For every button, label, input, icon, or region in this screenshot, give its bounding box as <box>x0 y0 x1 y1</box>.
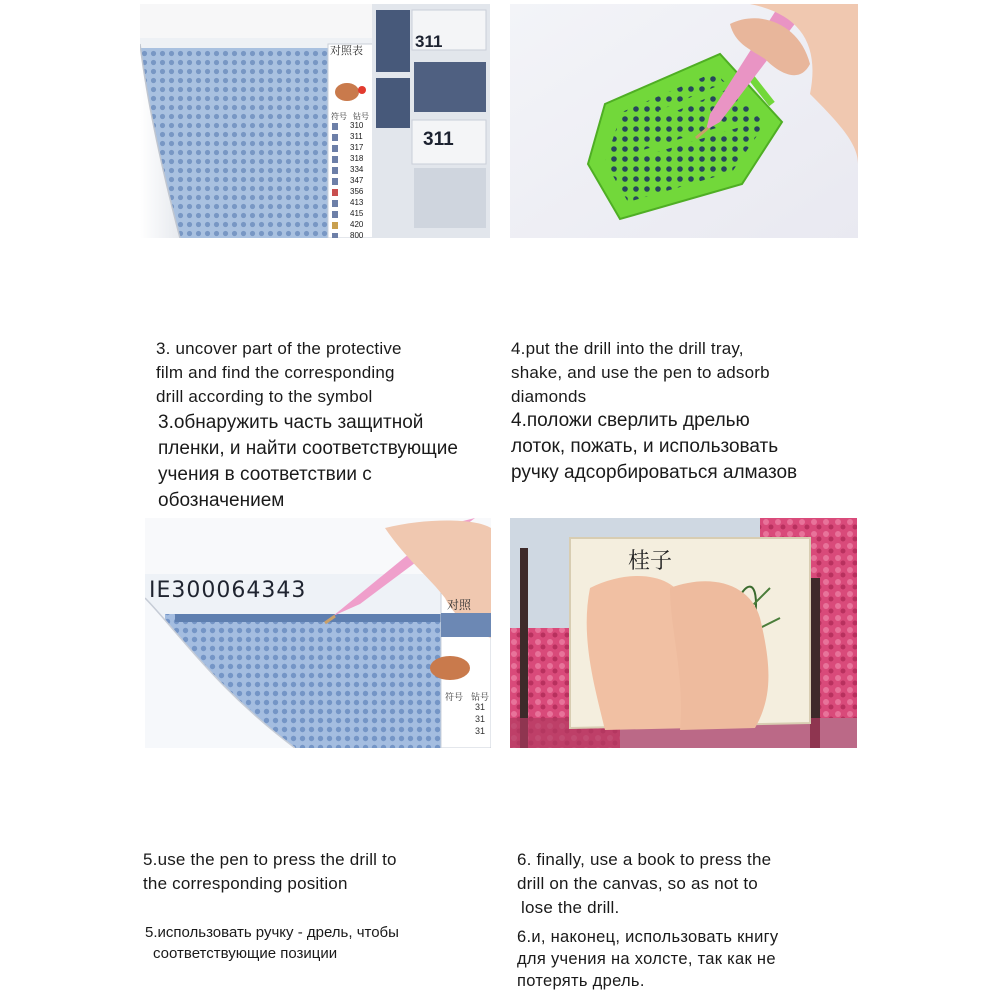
legend-codes <box>332 121 376 238</box>
legend-code: 356 <box>350 187 364 196</box>
text-line: 3. uncover part of the protective <box>156 339 402 358</box>
legend-code: 334 <box>350 165 364 174</box>
step-4-english <box>511 337 770 409</box>
text-line: diamonds <box>511 387 587 406</box>
legend-code: 310 <box>350 121 364 130</box>
step-3-english <box>156 337 402 409</box>
step-5-english <box>143 848 397 896</box>
text-line: обозначением <box>158 490 285 511</box>
text-line: 3.обнаружить часть защитной <box>158 412 424 433</box>
text-line: 5.use the pen to press the drill to <box>143 850 397 869</box>
text-line: 4.put the drill into the drill tray, <box>511 339 744 358</box>
text-line: 5.использовать ручку - дрель, чтобы <box>145 924 399 941</box>
text-line: соответствующие позиции <box>153 945 338 962</box>
text-line: учения в соответствии с <box>158 464 372 485</box>
text-line: ручку адсорбироваться алмазов <box>511 462 798 483</box>
text-line: для учения на холсте, так как не <box>517 950 776 968</box>
legend-code: 318 <box>350 154 364 163</box>
photo-book-press <box>510 518 857 748</box>
legend-code: 800 <box>350 231 364 238</box>
drill-code-label: 311 <box>415 32 443 51</box>
photo-drill-tray <box>510 4 858 238</box>
text-line: 4.положи сверлить дрелью <box>511 410 750 431</box>
photo-press-with-pen <box>145 518 491 748</box>
text-line: the corresponding position <box>143 874 348 893</box>
step-5-russian <box>145 922 399 964</box>
legend-header: 符号 <box>331 112 347 121</box>
text-line: drill on the canvas, so as not to <box>517 874 758 893</box>
chart-title-label: 对照表 <box>330 44 363 57</box>
text-line: лоток, пожать, и использовать <box>511 436 779 457</box>
chart-title-label: 对照 <box>447 598 472 612</box>
legend-code: 31 <box>475 726 486 736</box>
text-line: пленки, и найти соответствующие <box>158 438 458 459</box>
text-line: drill according to the symbol <box>156 387 373 406</box>
text-line: 6. finally, use a book to press the <box>517 850 772 869</box>
text-line: 6.и, наконец, использовать книгу <box>517 928 779 946</box>
step-3-russian <box>158 410 458 514</box>
text-line: потерять дрель. <box>517 972 645 990</box>
legend-code: 415 <box>350 209 364 218</box>
text-line: film and find the corresponding <box>156 363 395 382</box>
step-6-russian <box>517 926 778 992</box>
legend-code: 347 <box>350 176 364 185</box>
text-line: lose the drill. <box>521 898 620 917</box>
legend-code: 31 <box>475 702 486 712</box>
drill-code-label: 311 <box>423 129 454 150</box>
legend-code: 31 <box>475 714 486 724</box>
legend-code: 413 <box>350 198 364 207</box>
legend-header: 符号 <box>445 693 464 703</box>
text-line: shake, and use the pen to adsorb <box>511 363 770 382</box>
step-6-english <box>517 848 771 920</box>
book-title-label: 桂子 <box>628 549 673 574</box>
legend-code: 420 <box>350 220 364 229</box>
legend-header: 钻号 <box>353 112 369 121</box>
serial-number-label: IE300064343 <box>149 578 307 603</box>
legend-code: 311 <box>350 132 363 141</box>
step-4-russian <box>511 408 797 486</box>
legend-header: 钻号 <box>471 693 490 703</box>
legend-code: 317 <box>350 143 364 152</box>
photo-uncover-film <box>140 4 490 238</box>
